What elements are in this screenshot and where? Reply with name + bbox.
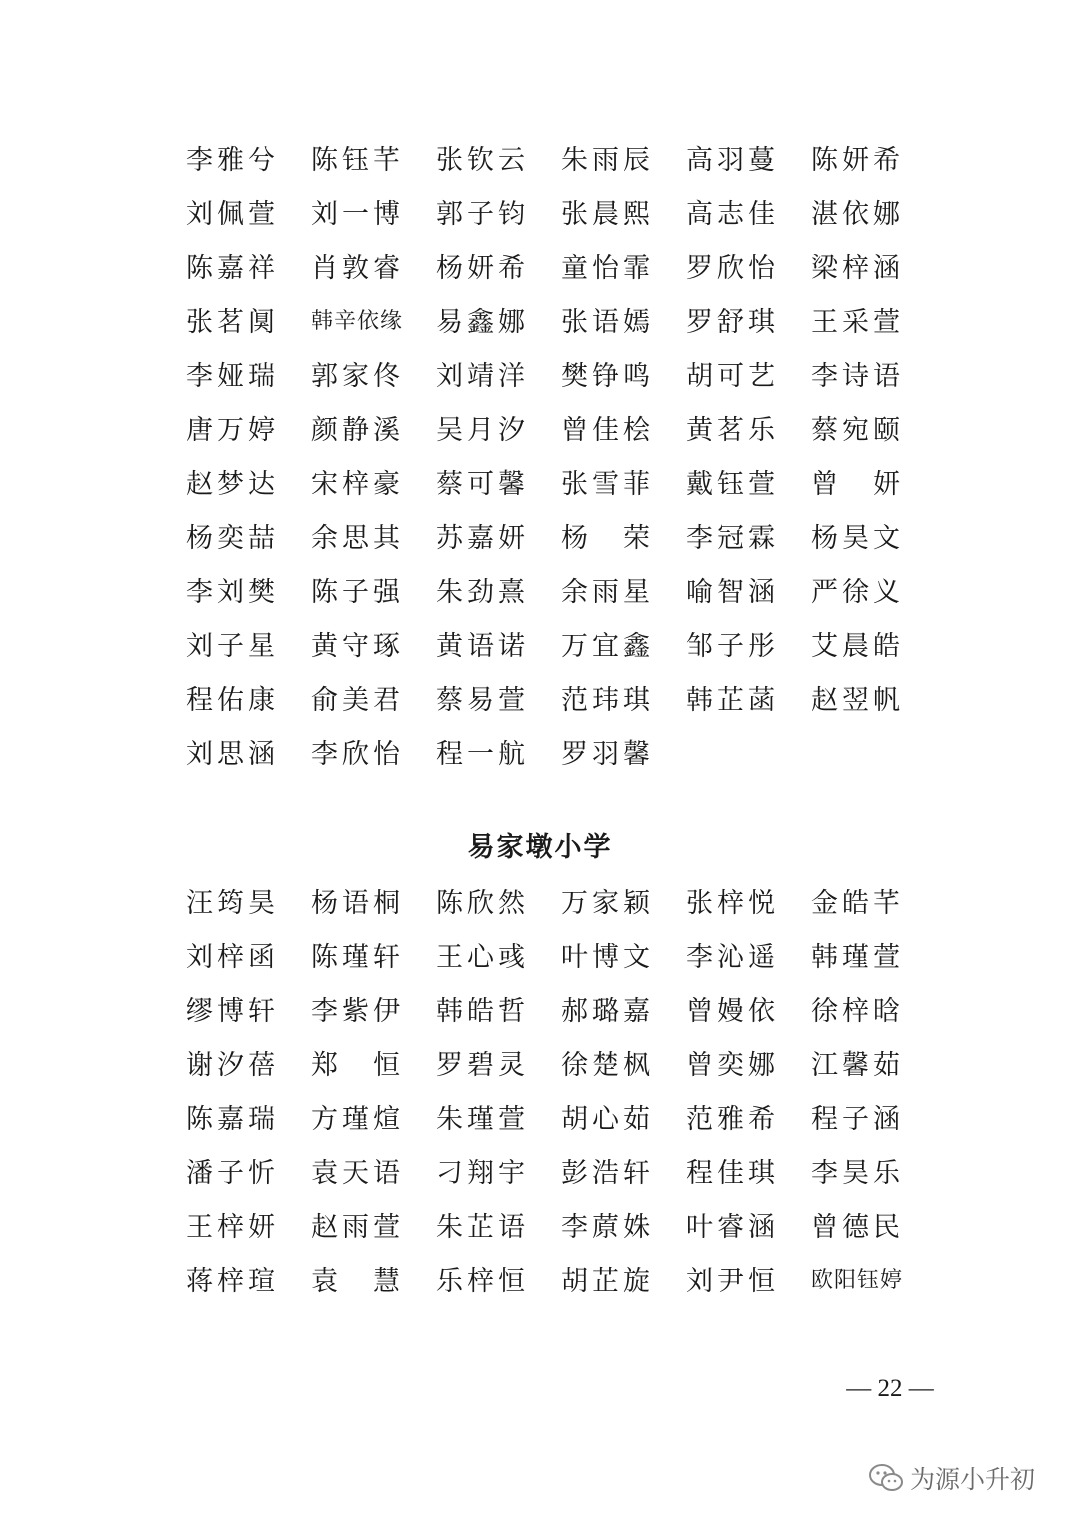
student-name: 陈钰芊 xyxy=(311,144,404,176)
student-name: 李诗语 xyxy=(811,360,904,392)
student-name: 张梓悦 xyxy=(686,887,779,919)
student-name: 高羽蔓 xyxy=(686,144,779,176)
student-name: 严徐义 xyxy=(811,576,904,608)
student-name: 蔡可馨 xyxy=(436,468,529,500)
student-name: 张钦云 xyxy=(436,144,529,176)
student-name: 张晨熙 xyxy=(561,198,654,230)
student-name: 李冠霖 xyxy=(686,522,779,554)
student-name: 潘子忻 xyxy=(186,1157,279,1189)
wechat-icon xyxy=(868,1463,904,1493)
student-name: 谢汐蓓 xyxy=(186,1049,279,1081)
student-name: 韩芷菡 xyxy=(686,684,779,716)
student-name: 张雪菲 xyxy=(561,468,654,500)
student-name: 胡心茹 xyxy=(561,1103,654,1135)
student-name: 刁翔宇 xyxy=(436,1157,529,1189)
student-name: 刘靖洋 xyxy=(436,360,529,392)
student-name: 金皓芊 xyxy=(811,887,904,919)
student-name: 徐楚枫 xyxy=(561,1049,654,1081)
student-name: 朱雨辰 xyxy=(561,144,654,176)
student-name: 李欣怡 xyxy=(311,738,404,770)
student-name: 郭家佟 xyxy=(311,360,404,392)
student-name: 叶睿涵 xyxy=(686,1211,779,1243)
student-name: 江馨茹 xyxy=(811,1049,904,1081)
student-name: 李沁遥 xyxy=(686,941,779,973)
student-name: 蔡宛颐 xyxy=(811,414,904,446)
student-name: 李雅兮 xyxy=(186,144,279,176)
student-name: 陈欣然 xyxy=(436,887,529,919)
student-name: 曾 妍 xyxy=(811,468,904,500)
student-name: 赵翌帆 xyxy=(811,684,904,716)
student-name: 易鑫娜 xyxy=(436,306,529,338)
student-name: 王梓妍 xyxy=(186,1211,279,1243)
name-row xyxy=(186,130,946,184)
student-name: 赵梦达 xyxy=(186,468,279,500)
student-name: 余思其 xyxy=(311,522,404,554)
name-row xyxy=(186,1035,946,1089)
student-name: 王心彧 xyxy=(436,941,529,973)
name-row xyxy=(186,1089,946,1143)
student-name: 王采萱 xyxy=(811,306,904,338)
name-row xyxy=(186,184,946,238)
student-name: 高志佳 xyxy=(686,198,779,230)
student-name: 赵雨萱 xyxy=(311,1211,404,1243)
watermark xyxy=(868,1460,1035,1496)
student-name: 艾晨皓 xyxy=(811,630,904,662)
name-list-section-1 xyxy=(186,130,946,778)
student-name: 韩皓哲 xyxy=(436,995,529,1027)
name-row xyxy=(186,670,946,724)
student-name: 万家颖 xyxy=(561,887,654,919)
student-name: 杨昊文 xyxy=(811,522,904,554)
student-name: 方瑾煊 xyxy=(311,1103,404,1135)
student-name: 韩辛依缘 xyxy=(311,308,404,334)
student-name: 罗碧灵 xyxy=(436,1049,529,1081)
student-name: 乐梓恒 xyxy=(436,1265,529,1297)
student-name: 叶博文 xyxy=(561,941,654,973)
student-name: 范雅希 xyxy=(686,1103,779,1135)
student-name: 彭浩轩 xyxy=(561,1157,654,1189)
student-name: 曾嫚依 xyxy=(686,995,779,1027)
name-row xyxy=(186,508,946,562)
student-name: 程子涵 xyxy=(811,1103,904,1135)
name-row xyxy=(186,1197,946,1251)
student-name: 韩瑾萱 xyxy=(811,941,904,973)
name-row xyxy=(186,292,946,346)
watermark-text: 为源小升初 xyxy=(910,1465,1036,1494)
student-name: 唐万婷 xyxy=(186,414,279,446)
student-name: 刘佩萱 xyxy=(186,198,279,230)
name-row xyxy=(186,1143,946,1197)
student-name: 颜静溪 xyxy=(311,414,404,446)
student-name: 李刘樊 xyxy=(186,576,279,608)
student-name: 李紫伊 xyxy=(311,995,404,1027)
student-name: 蔡易萱 xyxy=(436,684,529,716)
student-name: 吴月汐 xyxy=(436,414,529,446)
student-name: 张茗阒 xyxy=(186,306,279,338)
student-name: 陈子强 xyxy=(311,576,404,608)
student-name: 湛依娜 xyxy=(811,198,904,230)
name-row xyxy=(186,873,946,927)
student-name: 樊铮鸣 xyxy=(561,360,654,392)
student-name: 万宜鑫 xyxy=(561,630,654,662)
name-row xyxy=(186,981,946,1035)
student-name: 宋梓豪 xyxy=(311,468,404,500)
student-name: 胡芷旋 xyxy=(561,1265,654,1297)
student-name: 杨奕喆 xyxy=(186,522,279,554)
name-row xyxy=(186,346,946,400)
student-name: 范玮琪 xyxy=(561,684,654,716)
student-name: 刘尹恒 xyxy=(686,1265,779,1297)
student-name: 李昊乐 xyxy=(811,1157,904,1189)
student-name: 陈嘉瑞 xyxy=(186,1103,279,1135)
student-name: 罗欣怡 xyxy=(686,252,779,284)
name-row xyxy=(186,400,946,454)
student-name: 胡可艺 xyxy=(686,360,779,392)
student-name: 张语嫣 xyxy=(561,306,654,338)
name-row xyxy=(186,616,946,670)
student-name: 俞美君 xyxy=(311,684,404,716)
student-name: 余雨星 xyxy=(561,576,654,608)
student-name: 袁天语 xyxy=(311,1157,404,1189)
name-row xyxy=(186,927,946,981)
student-name: 刘一博 xyxy=(311,198,404,230)
student-name: 曾德民 xyxy=(811,1211,904,1243)
student-name: 陈妍希 xyxy=(811,144,904,176)
student-name: 罗羽馨 xyxy=(561,738,654,770)
student-name: 徐梓晗 xyxy=(811,995,904,1027)
student-name: 李娅瑞 xyxy=(186,360,279,392)
name-row xyxy=(186,238,946,292)
student-name: 戴钰萱 xyxy=(686,468,779,500)
student-name: 杨语桐 xyxy=(311,887,404,919)
name-row xyxy=(186,454,946,508)
student-name: 程佑康 xyxy=(186,684,279,716)
student-name: 黄茗乐 xyxy=(686,414,779,446)
page-number: — 22 — xyxy=(846,1375,934,1402)
name-list-section-2 xyxy=(186,873,946,1305)
student-name: 罗舒琪 xyxy=(686,306,779,338)
name-row xyxy=(186,562,946,616)
student-name: 朱劲熹 xyxy=(436,576,529,608)
student-name: 缪博轩 xyxy=(186,995,279,1027)
student-name: 郭子钧 xyxy=(436,198,529,230)
student-name: 朱瑾萱 xyxy=(436,1103,529,1135)
student-name: 李蒝姝 xyxy=(561,1211,654,1243)
student-name: 黄守琢 xyxy=(311,630,404,662)
student-name: 曾奕娜 xyxy=(686,1049,779,1081)
student-name: 蒋梓瑄 xyxy=(186,1265,279,1297)
student-name: 汪筠昊 xyxy=(186,887,279,919)
student-name: 郑 恒 xyxy=(311,1049,404,1081)
student-name: 肖敦睿 xyxy=(311,252,404,284)
student-name: 程一航 xyxy=(436,738,529,770)
student-name: 袁 慧 xyxy=(311,1265,404,1297)
student-name: 曾佳桧 xyxy=(561,414,654,446)
student-name: 杨妍希 xyxy=(436,252,529,284)
student-name: 苏嘉妍 xyxy=(436,522,529,554)
name-row xyxy=(186,724,946,778)
student-name: 刘梓函 xyxy=(186,941,279,973)
name-row xyxy=(186,1251,946,1305)
student-name: 喻智涵 xyxy=(686,576,779,608)
student-name: 陈瑾轩 xyxy=(311,941,404,973)
student-name: 郝璐嘉 xyxy=(561,995,654,1027)
student-name: 刘思涵 xyxy=(186,738,279,770)
student-name: 欧阳钰婷 xyxy=(811,1267,904,1293)
student-name: 朱芷语 xyxy=(436,1211,529,1243)
student-name: 程佳琪 xyxy=(686,1157,779,1189)
student-name: 邹子彤 xyxy=(686,630,779,662)
student-name: 黄语诺 xyxy=(436,630,529,662)
student-name: 刘子星 xyxy=(186,630,279,662)
student-name: 陈嘉祥 xyxy=(186,252,279,284)
student-name: 童怡霏 xyxy=(561,252,654,284)
student-name: 杨 荣 xyxy=(561,522,654,554)
section-heading: 易家墩小学 xyxy=(467,832,613,863)
student-name: 梁梓涵 xyxy=(811,252,904,284)
